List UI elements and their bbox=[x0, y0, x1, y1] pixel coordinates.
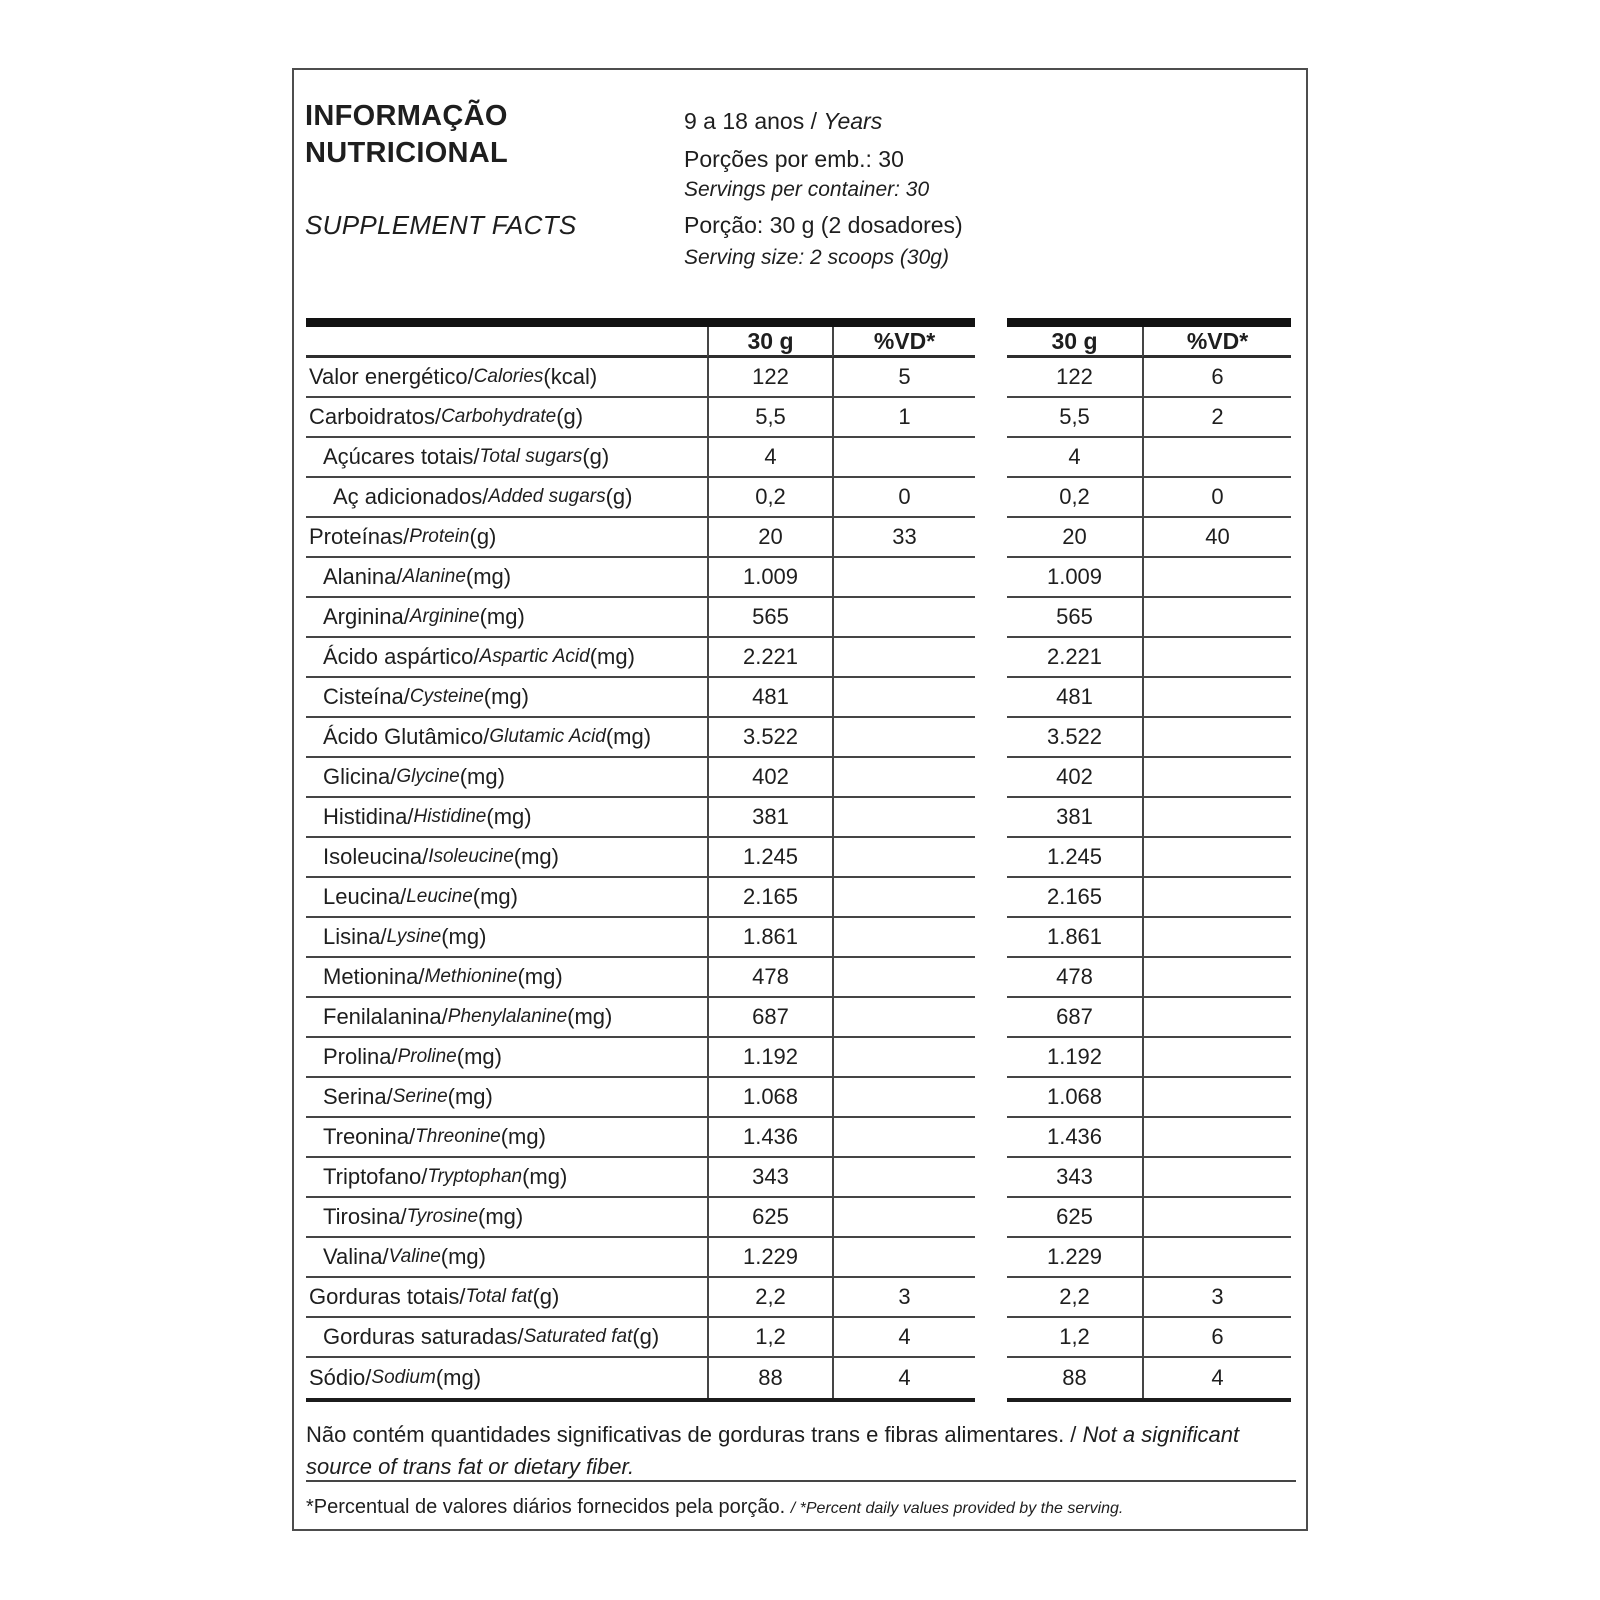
column-gap bbox=[975, 1358, 1007, 1398]
table-row bbox=[306, 838, 1291, 878]
nutrient-name-pt: Ácido aspártico bbox=[323, 644, 474, 669]
dv-col1-value bbox=[832, 838, 975, 878]
dv-col2-value bbox=[1142, 758, 1291, 798]
nutrient-name-pt: Cisteína bbox=[323, 684, 404, 709]
amount-col2-value: 381 bbox=[1007, 798, 1142, 838]
table-bottom-bars bbox=[306, 1398, 1291, 1407]
header-label-cell bbox=[306, 327, 707, 358]
nutrient-name-pt: Valor energético bbox=[309, 364, 468, 389]
nutrient-label: Serina / Serine (mg) bbox=[306, 1078, 707, 1118]
nutrient-label: Histidina / Histidine (mg) bbox=[306, 798, 707, 838]
dv-footnote-pt: *Percentual de valores diários fornecidos pela porção. bbox=[306, 1496, 786, 1518]
bottom-bar-right bbox=[1007, 1398, 1291, 1402]
nutrient-name-en: Tyrosine bbox=[406, 1206, 479, 1227]
column-gap bbox=[975, 1278, 1007, 1318]
nutrient-label: Lisina / Lysine (mg) bbox=[306, 918, 707, 958]
table-row bbox=[306, 1118, 1291, 1158]
nutrient-unit: (mg) bbox=[472, 884, 518, 909]
amount-col1-value: 122 bbox=[707, 358, 832, 398]
dv-col2-value bbox=[1142, 638, 1291, 678]
nutrient-unit: (mg) bbox=[435, 1365, 482, 1390]
amount-col2-value: 2,2 bbox=[1007, 1278, 1142, 1318]
column-gap bbox=[975, 438, 1007, 478]
table-row bbox=[306, 1358, 1291, 1398]
amount-col1-value: 687 bbox=[707, 998, 832, 1038]
amount-col2-value: 122 bbox=[1007, 358, 1142, 398]
nutrient-name-pt: Tirosina bbox=[323, 1204, 401, 1229]
nutrient-name-pt: Lisina bbox=[323, 924, 381, 949]
nutrient-name-en: Proline bbox=[397, 1046, 457, 1067]
nutrient-label: Proteínas / Protein (g) bbox=[306, 518, 707, 558]
dv-col2-value bbox=[1142, 438, 1291, 478]
nutrient-name-pt: Triptofano bbox=[323, 1164, 422, 1189]
column-header-amount-1: 30 g bbox=[707, 327, 832, 358]
nutrient-unit: (mg) bbox=[456, 1044, 502, 1069]
dv-col1-value: 5 bbox=[832, 358, 975, 398]
dv-col2-value: 6 bbox=[1142, 358, 1291, 398]
nutrient-name-en: Protein bbox=[409, 526, 470, 547]
nutrient-name-en: Leucine bbox=[406, 886, 473, 907]
table-row bbox=[306, 1158, 1291, 1198]
nutrient-name-en: Phenylalanine bbox=[447, 1006, 568, 1027]
amount-col1-value: 565 bbox=[707, 598, 832, 638]
amount-col2-value: 625 bbox=[1007, 1198, 1142, 1238]
nutrient-unit: (mg) bbox=[486, 804, 532, 829]
table-row bbox=[306, 638, 1291, 678]
amount-col2-value: 402 bbox=[1007, 758, 1142, 798]
column-gap bbox=[975, 758, 1007, 798]
label-title-line1: INFORMAÇÃO bbox=[305, 100, 508, 132]
serving-size-en-line: Serving size: 2 scoops (30g) bbox=[684, 246, 949, 269]
column-gap bbox=[975, 558, 1007, 598]
amount-col2-value: 4 bbox=[1007, 438, 1142, 478]
table-row bbox=[306, 518, 1291, 558]
table-row bbox=[306, 558, 1291, 598]
nutrient-name-en: Serine bbox=[392, 1086, 448, 1107]
servings-count-en-line: Servings per container: 30 bbox=[684, 178, 930, 201]
top-bar-right bbox=[1007, 318, 1291, 327]
dv-col1-value bbox=[832, 1238, 975, 1278]
dv-col2-value bbox=[1142, 718, 1291, 758]
column-gap bbox=[975, 518, 1007, 558]
dv-col2-value bbox=[1142, 798, 1291, 838]
amount-col1-value: 1,2 bbox=[707, 1318, 832, 1358]
column-gap bbox=[975, 678, 1007, 718]
amount-col1-value: 478 bbox=[707, 958, 832, 998]
nutrient-unit: (mg) bbox=[441, 924, 487, 949]
nutrient-name-pt: Metionina bbox=[323, 964, 419, 989]
nutrient-unit: (g) bbox=[556, 404, 584, 429]
dv-col2-value bbox=[1142, 558, 1291, 598]
label-title bbox=[305, 98, 508, 172]
nutrient-name-en: Methionine bbox=[424, 966, 518, 987]
amount-col2-value: 1.068 bbox=[1007, 1078, 1142, 1118]
nutrient-label: Treonina / Threonine (mg) bbox=[306, 1118, 707, 1158]
nutrient-name-pt: Ácido Glutâmico bbox=[323, 724, 484, 749]
nutrient-name-pt: Proteínas bbox=[309, 524, 404, 549]
nutrient-unit: (g) bbox=[605, 484, 633, 509]
amount-col2-value: 1.009 bbox=[1007, 558, 1142, 598]
table-row bbox=[306, 878, 1291, 918]
amount-col2-value: 5,5 bbox=[1007, 398, 1142, 438]
table-row bbox=[306, 1238, 1291, 1278]
nutrient-unit: (mg) bbox=[478, 1204, 524, 1229]
nutrient-unit: (mg) bbox=[465, 564, 512, 589]
amount-col2-value: 2.165 bbox=[1007, 878, 1142, 918]
age-range-pt: 9 a 18 anos / bbox=[684, 108, 817, 134]
column-header-dv-2: %VD* bbox=[1142, 327, 1291, 358]
nutrient-unit: (mg) bbox=[605, 724, 652, 749]
amount-col1-value: 625 bbox=[707, 1198, 832, 1238]
nutrient-label: Carboidratos / Carbohydrate (g) bbox=[306, 398, 707, 438]
nutrient-name-pt: Alanina bbox=[323, 564, 397, 589]
nutrition-label bbox=[292, 68, 1308, 1531]
nutrient-label: Isoleucina / Isoleucine (mg) bbox=[306, 838, 707, 878]
table-row bbox=[306, 1278, 1291, 1318]
nutrient-name-pt: Glicina bbox=[323, 764, 391, 789]
amount-col1-value: 343 bbox=[707, 1158, 832, 1198]
dv-footnote bbox=[306, 1496, 1123, 1519]
amount-col1-value: 481 bbox=[707, 678, 832, 718]
dv-col2-value: 3 bbox=[1142, 1278, 1291, 1318]
dv-col1-value bbox=[832, 678, 975, 718]
dv-col2-value bbox=[1142, 998, 1291, 1038]
dv-col1-value bbox=[832, 918, 975, 958]
nutrient-name-pt: Gorduras totais bbox=[309, 1284, 460, 1309]
servings-count-line: Porções por emb.: 30 bbox=[684, 146, 904, 172]
dv-col2-value bbox=[1142, 1238, 1291, 1278]
nutrient-unit: (mg) bbox=[522, 1164, 568, 1189]
nutrient-unit: (mg) bbox=[500, 1124, 546, 1149]
nutrient-label: Cisteína / Cysteine (mg) bbox=[306, 678, 707, 718]
dv-col2-value bbox=[1142, 1158, 1291, 1198]
amount-col2-value: 481 bbox=[1007, 678, 1142, 718]
label-title-line2: NUTRICIONAL bbox=[305, 137, 509, 169]
nutrient-name-en: Lysine bbox=[386, 926, 442, 947]
dv-col1-value bbox=[832, 558, 975, 598]
amount-col1-value: 1.229 bbox=[707, 1238, 832, 1278]
dv-col1-value bbox=[832, 758, 975, 798]
table-row bbox=[306, 798, 1291, 838]
footnote-divider bbox=[306, 1480, 1296, 1482]
nutrient-name-pt: Treonina bbox=[323, 1124, 410, 1149]
column-gap bbox=[975, 798, 1007, 838]
nutrient-name-en: Glutamic Acid bbox=[489, 726, 606, 747]
nutrient-name-en: Total sugars bbox=[479, 446, 583, 467]
nutrient-name-en: Isoleucine bbox=[428, 846, 514, 867]
table-row bbox=[306, 918, 1291, 958]
dv-col2-value bbox=[1142, 598, 1291, 638]
amount-col2-value: 88 bbox=[1062, 1365, 1087, 1390]
nutrient-label: Sódio / Sodium (mg) bbox=[309, 1365, 482, 1390]
nutrient-name-pt: Carboidratos bbox=[309, 404, 435, 429]
dv-col2-value: 0 bbox=[1142, 478, 1291, 518]
column-gap bbox=[975, 398, 1007, 438]
nutrient-label: Metionina / Methionine (mg) bbox=[306, 958, 707, 998]
dv-col2-value bbox=[1142, 838, 1291, 878]
column-gap bbox=[975, 358, 1007, 398]
nutrient-unit: (mg) bbox=[459, 764, 505, 789]
table-row bbox=[306, 398, 1291, 438]
nutrient-unit: (mg) bbox=[517, 964, 563, 989]
table-header-row bbox=[306, 327, 1291, 358]
serving-size-line: Porção: 30 g (2 dosadores) bbox=[684, 212, 963, 238]
column-gap bbox=[975, 1318, 1007, 1358]
nutrient-name-en: Saturated fat bbox=[523, 1326, 633, 1347]
table-row bbox=[306, 718, 1291, 758]
dv-col2-value bbox=[1142, 918, 1291, 958]
nutrient-name-en: Added sugars bbox=[488, 486, 606, 507]
table-row bbox=[306, 478, 1291, 518]
amount-col1-value: 2,2 bbox=[707, 1278, 832, 1318]
amount-col2-value: 1.192 bbox=[1007, 1038, 1142, 1078]
amount-col1-value: 3.522 bbox=[707, 718, 832, 758]
age-range-line bbox=[684, 108, 882, 135]
age-range-en: Years bbox=[823, 108, 883, 134]
dv-col2-value bbox=[1142, 678, 1291, 718]
table-row bbox=[306, 1318, 1291, 1358]
column-header-amount-2: 30 g bbox=[1007, 327, 1142, 358]
dv-col1-value bbox=[832, 438, 975, 478]
nutrient-label: Valina / Valine (mg) bbox=[306, 1238, 707, 1278]
nutrient-label: Leucina / Leucine (mg) bbox=[306, 878, 707, 918]
dv-col1-value bbox=[832, 878, 975, 918]
column-gap bbox=[975, 1078, 1007, 1118]
label-subtitle: SUPPLEMENT FACTS bbox=[305, 210, 577, 240]
nutrient-label: Prolina / Proline (mg) bbox=[306, 1038, 707, 1078]
table-row bbox=[306, 1198, 1291, 1238]
amount-col1-value: 1.861 bbox=[707, 918, 832, 958]
amount-col2-value: 2.221 bbox=[1007, 638, 1142, 678]
nutrient-label: Glicina / Glycine (mg) bbox=[306, 758, 707, 798]
table-row bbox=[306, 1038, 1291, 1078]
nutrient-name-pt: Sódio bbox=[309, 1365, 366, 1390]
dv-col2-value: 40 bbox=[1142, 518, 1291, 558]
nutrient-name-pt: Valina bbox=[323, 1244, 383, 1269]
amount-col2-value: 478 bbox=[1007, 958, 1142, 998]
dv-col1-value bbox=[832, 1118, 975, 1158]
nutrient-label: Arginina / Arginine (mg) bbox=[306, 598, 707, 638]
amount-col2-value: 3.522 bbox=[1007, 718, 1142, 758]
amount-col1-value: 88 bbox=[707, 1358, 832, 1398]
nutrient-unit: (mg) bbox=[589, 644, 635, 669]
nutrient-label: Fenilalanina / Phenylalanine (mg) bbox=[306, 998, 707, 1038]
nutrient-name-en: Glycine bbox=[396, 766, 460, 787]
dv-col1-value bbox=[832, 718, 975, 758]
nutrient-name-en: Total fat bbox=[465, 1286, 533, 1307]
amount-col1-value: 1.068 bbox=[707, 1078, 832, 1118]
table-row bbox=[306, 758, 1291, 798]
amount-col1-value: 1.245 bbox=[707, 838, 832, 878]
column-gap bbox=[975, 878, 1007, 918]
amount-col1-value: 1.192 bbox=[707, 1038, 832, 1078]
nutrient-unit: (kcal) bbox=[543, 364, 598, 389]
nutrient-name-en: Carbohydrate bbox=[441, 406, 557, 427]
dv-col1-value bbox=[832, 1158, 975, 1198]
trans-fat-note bbox=[306, 1419, 1308, 1483]
amount-col1-value: 20 bbox=[707, 518, 832, 558]
nutrient-label: Triptofano / Tryptophan (mg) bbox=[306, 1158, 707, 1198]
table-row bbox=[306, 998, 1291, 1038]
dv-col1-value bbox=[832, 1038, 975, 1078]
trans-fat-note-en: Not a significant source of trans fat or dietary fiber. bbox=[306, 1422, 1240, 1479]
column-gap bbox=[975, 638, 1007, 678]
nutrient-name-pt: Isoleucina bbox=[323, 844, 423, 869]
column-gap bbox=[975, 718, 1007, 758]
dv-col1-value bbox=[832, 1198, 975, 1238]
dv-col2-value bbox=[1142, 1198, 1291, 1238]
top-bar-left bbox=[306, 318, 975, 327]
dv-col1-value: 3 bbox=[832, 1278, 975, 1318]
amount-col2-value: 1.861 bbox=[1007, 918, 1142, 958]
nutrient-unit: (g) bbox=[632, 1324, 660, 1349]
amount-col1-value: 1.009 bbox=[707, 558, 832, 598]
nutrient-name-en: Histidine bbox=[413, 806, 487, 827]
nutrient-label: Aç adicionados / Added sugars (g) bbox=[306, 478, 707, 518]
table-row bbox=[306, 438, 1291, 478]
dv-col1-value bbox=[832, 958, 975, 998]
nutrient-unit: (mg) bbox=[447, 1084, 493, 1109]
nutrient-name-en: Sodium bbox=[371, 1367, 436, 1388]
dv-col1-value: 4 bbox=[832, 1318, 975, 1358]
nutrient-label: Açúcares totais / Total sugars (g) bbox=[306, 438, 707, 478]
amount-col1-value: 4 bbox=[707, 438, 832, 478]
dv-col2-value bbox=[1142, 1038, 1291, 1078]
nutrient-label: Ácido aspártico / Aspartic Acid (mg) bbox=[306, 638, 707, 678]
nutrient-label: Ácido Glutâmico / Glutamic Acid (mg) bbox=[306, 718, 707, 758]
dv-col2-value bbox=[1142, 878, 1291, 918]
amount-col2-value: 1.245 bbox=[1007, 838, 1142, 878]
bar-gap bbox=[975, 318, 1007, 327]
amount-col2-value: 565 bbox=[1007, 598, 1142, 638]
column-gap bbox=[975, 1158, 1007, 1198]
nutrition-table bbox=[306, 318, 1291, 1407]
nutrient-label: Gorduras totais / Total fat (g) bbox=[306, 1278, 707, 1318]
nutrient-unit: (mg) bbox=[483, 684, 529, 709]
nutrient-name-en: Arginine bbox=[409, 606, 480, 627]
nutrient-name-pt: Fenilalanina bbox=[323, 1004, 442, 1029]
nutrient-name-en: Calories bbox=[473, 366, 544, 387]
amount-col1-value: 402 bbox=[707, 758, 832, 798]
nutrient-unit: (mg) bbox=[567, 1004, 613, 1029]
nutrient-unit: (mg) bbox=[513, 844, 559, 869]
nutrient-label: Alanina / Alanine (mg) bbox=[306, 558, 707, 598]
nutrient-name-en: Valine bbox=[388, 1246, 441, 1267]
nutrient-name-pt: Arginina bbox=[323, 604, 404, 629]
nutrient-name-pt: Prolina bbox=[323, 1044, 392, 1069]
amount-col2-value: 1.436 bbox=[1007, 1118, 1142, 1158]
nutrient-label: Valor energético / Calories (kcal) bbox=[306, 358, 707, 398]
amount-col1-value: 2.165 bbox=[707, 878, 832, 918]
dv-col1-value bbox=[832, 598, 975, 638]
nutrient-unit: (mg) bbox=[440, 1244, 486, 1269]
amount-col1-value: 1.436 bbox=[707, 1118, 832, 1158]
bar-gap bbox=[975, 1398, 1007, 1407]
dv-col1-value bbox=[832, 638, 975, 678]
amount-col1-value: 2.221 bbox=[707, 638, 832, 678]
column-header-dv-1: %VD* bbox=[832, 327, 975, 358]
dv-col2-value bbox=[1142, 958, 1291, 998]
table-row bbox=[306, 1078, 1291, 1118]
nutrient-unit: (g) bbox=[532, 1284, 560, 1309]
column-gap bbox=[975, 598, 1007, 638]
nutrient-name-pt: Gorduras saturadas bbox=[323, 1324, 518, 1349]
nutrient-name-pt: Serina bbox=[323, 1084, 387, 1109]
column-gap bbox=[975, 958, 1007, 998]
table-row bbox=[306, 358, 1291, 398]
dv-col2-value: 2 bbox=[1142, 398, 1291, 438]
table-top-bars bbox=[306, 318, 1291, 327]
dv-col1-value bbox=[832, 798, 975, 838]
nutrient-unit: (g) bbox=[582, 444, 610, 469]
column-gap bbox=[975, 838, 1007, 878]
table-body bbox=[306, 358, 1291, 1398]
nutrient-label: Tirosina / Tyrosine (mg) bbox=[306, 1198, 707, 1238]
nutrient-name-en: Tryptophan bbox=[427, 1166, 523, 1187]
amount-col1-value: 0,2 bbox=[707, 478, 832, 518]
nutrient-unit: (g) bbox=[469, 524, 497, 549]
amount-col2-value: 687 bbox=[1007, 998, 1142, 1038]
dv-col2-value: 4 bbox=[1142, 1358, 1291, 1398]
amount-col2-value: 1,2 bbox=[1007, 1318, 1142, 1358]
bottom-bar-left bbox=[306, 1398, 975, 1402]
nutrient-name-pt: Aç adicionados bbox=[333, 484, 483, 509]
dv-col2-value: 6 bbox=[1142, 1318, 1291, 1358]
dv-col1-value: 33 bbox=[832, 518, 975, 558]
amount-col2-value: 1.229 bbox=[1007, 1238, 1142, 1278]
nutrient-name-en: Alanine bbox=[402, 566, 466, 587]
column-gap bbox=[975, 478, 1007, 518]
nutrient-name-pt: Açúcares totais bbox=[323, 444, 474, 469]
amount-col2-value: 20 bbox=[1007, 518, 1142, 558]
table-row bbox=[306, 598, 1291, 638]
column-gap bbox=[975, 1118, 1007, 1158]
nutrient-label: Gorduras saturadas / Saturated fat (g) bbox=[306, 1318, 707, 1358]
column-gap bbox=[975, 327, 1007, 358]
nutrient-name-en: Aspartic Acid bbox=[479, 646, 590, 667]
dv-col1-value: 0 bbox=[832, 478, 975, 518]
dv-footnote-en: / *Percent daily values provided by the serving. bbox=[790, 1500, 1124, 1517]
table-row bbox=[306, 678, 1291, 718]
amount-col1-value: 381 bbox=[707, 798, 832, 838]
column-gap bbox=[975, 1238, 1007, 1278]
dv-col1-value bbox=[832, 998, 975, 1038]
nutrient-name-en: Threonine bbox=[415, 1126, 501, 1147]
nutrient-unit: (mg) bbox=[479, 604, 525, 629]
dv-col1-value: 4 bbox=[832, 1358, 975, 1398]
column-gap bbox=[975, 998, 1007, 1038]
dv-col2-value bbox=[1142, 1118, 1291, 1158]
dv-col1-value: 1 bbox=[832, 398, 975, 438]
nutrient-name-pt: Histidina bbox=[323, 804, 408, 829]
nutrient-name-en: Cysteine bbox=[409, 686, 484, 707]
column-gap bbox=[975, 918, 1007, 958]
table-row bbox=[306, 958, 1291, 998]
trans-fat-note-pt: Não contém quantidades significativas de gorduras trans e fibras alimentares. / bbox=[306, 1422, 1077, 1447]
amount-col2-value: 343 bbox=[1007, 1158, 1142, 1198]
column-gap bbox=[975, 1198, 1007, 1238]
amount-col2-value: 0,2 bbox=[1007, 478, 1142, 518]
column-gap bbox=[975, 1038, 1007, 1078]
nutrient-name-pt: Leucina bbox=[323, 884, 401, 909]
dv-col2-value bbox=[1142, 1078, 1291, 1118]
amount-col1-value: 5,5 bbox=[707, 398, 832, 438]
dv-col1-value bbox=[832, 1078, 975, 1118]
